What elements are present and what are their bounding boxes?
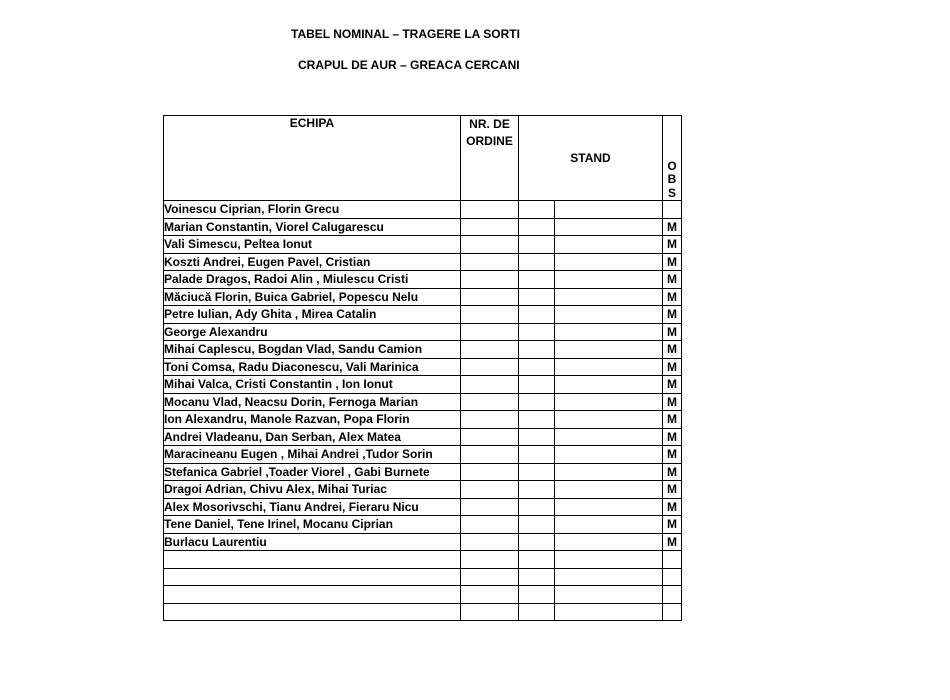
obs-cell: M xyxy=(663,306,682,324)
stand-cell-b xyxy=(555,218,663,236)
header-obs-o: O xyxy=(667,158,677,173)
team-name-cell: Stefanica Gabriel ,Toader Viorel , Gabi Burnete xyxy=(164,463,461,481)
stand-cell-b xyxy=(555,446,663,464)
stand-cell-a xyxy=(519,463,555,481)
stand-cell-b xyxy=(555,393,663,411)
obs-cell: M xyxy=(663,358,682,376)
stand-cell-a xyxy=(519,341,555,359)
obs-cell: M xyxy=(663,446,682,464)
stand-cell-a xyxy=(519,428,555,446)
stand-cell-a xyxy=(519,446,555,464)
obs-cell xyxy=(663,603,682,621)
team-name-cell: Marian Constantin, Viorel Calugarescu xyxy=(164,218,461,236)
stand-cell-b xyxy=(555,463,663,481)
stand-cell-b xyxy=(555,288,663,306)
team-name-cell: Toni Comsa, Radu Diaconescu, Vali Marinica xyxy=(164,358,461,376)
stand-cell-a xyxy=(519,323,555,341)
stand-cell-a xyxy=(519,393,555,411)
obs-cell: M xyxy=(663,288,682,306)
stand-cell-b xyxy=(555,201,663,219)
stand-cell-a xyxy=(519,218,555,236)
nr-ordine-cell xyxy=(461,446,519,464)
nr-ordine-cell xyxy=(461,376,519,394)
table-row xyxy=(164,218,682,236)
header-obs-b: B xyxy=(667,172,677,186)
nr-ordine-cell xyxy=(461,498,519,516)
table-row xyxy=(164,201,682,219)
nr-ordine-cell xyxy=(461,306,519,324)
obs-cell: M xyxy=(663,516,682,534)
stand-cell-a xyxy=(519,481,555,499)
obs-cell: M xyxy=(663,341,682,359)
team-name-cell: Mihai Valca, Cristi Constantin , Ion Ionut xyxy=(164,376,461,394)
obs-cell xyxy=(663,586,682,604)
nr-ordine-cell xyxy=(461,393,519,411)
nr-ordine-cell xyxy=(461,358,519,376)
stand-cell-a xyxy=(519,551,555,569)
nr-ordine-cell xyxy=(461,533,519,551)
stand-cell-a xyxy=(519,253,555,271)
stand-cell-b xyxy=(555,568,663,586)
table-row xyxy=(164,481,682,499)
obs-cell: M xyxy=(663,411,682,429)
table-row xyxy=(164,428,682,446)
team-name-cell: Andrei Vladeanu, Dan Serban, Alex Matea xyxy=(164,428,461,446)
table-row xyxy=(164,446,682,464)
team-name-cell: Mihai Caplescu, Bogdan Vlad, Sandu Camion xyxy=(164,341,461,359)
stand-cell-b xyxy=(555,533,663,551)
obs-cell: M xyxy=(663,218,682,236)
team-name-cell: Petre Iulian, Ady Ghita , Mirea Catalin xyxy=(164,306,461,324)
table-row xyxy=(164,393,682,411)
stand-cell-b xyxy=(555,236,663,254)
header-nr-line1: NR. DE xyxy=(469,117,510,131)
team-name-cell: Alex Mosorivschi, Tianu Andrei, Fieraru Nicu xyxy=(164,498,461,516)
table-row xyxy=(164,323,682,341)
table-row xyxy=(164,516,682,534)
stand-cell-a xyxy=(519,568,555,586)
table-row xyxy=(164,306,682,324)
team-name-cell: Voinescu Ciprian, Florin Grecu xyxy=(164,201,461,219)
nr-ordine-cell xyxy=(461,253,519,271)
stand-cell-b xyxy=(555,498,663,516)
stand-cell-a xyxy=(519,533,555,551)
nr-ordine-cell xyxy=(461,428,519,446)
team-name-cell xyxy=(164,603,461,621)
stand-cell-a xyxy=(519,306,555,324)
stand-cell-b xyxy=(555,516,663,534)
stand-cell-b xyxy=(555,551,663,569)
table-row xyxy=(164,376,682,394)
stand-cell-b xyxy=(555,253,663,271)
team-name-cell: Koszti Andrei, Eugen Pavel, Cristian xyxy=(164,253,461,271)
stand-cell-b xyxy=(555,358,663,376)
stand-cell-b xyxy=(555,341,663,359)
table-row xyxy=(164,341,682,359)
obs-cell: M xyxy=(663,253,682,271)
table-row xyxy=(164,603,682,621)
table-row xyxy=(164,271,682,289)
obs-cell: M xyxy=(663,498,682,516)
nr-ordine-cell xyxy=(461,603,519,621)
table-row xyxy=(164,551,682,569)
obs-cell: M xyxy=(663,376,682,394)
document-subtitle: CRAPUL DE AUR – GREACA CERCANI xyxy=(298,58,520,72)
draw-table xyxy=(163,115,682,621)
nr-ordine-cell xyxy=(461,586,519,604)
team-name-cell xyxy=(164,551,461,569)
nr-ordine-cell xyxy=(461,323,519,341)
table-row xyxy=(164,463,682,481)
obs-cell: M xyxy=(663,428,682,446)
stand-cell-a xyxy=(519,586,555,604)
table-row xyxy=(164,288,682,306)
obs-cell: M xyxy=(663,236,682,254)
nr-ordine-cell xyxy=(461,551,519,569)
header-nr-ordine xyxy=(461,116,519,201)
table-row xyxy=(164,253,682,271)
team-name-cell xyxy=(164,568,461,586)
nr-ordine-cell xyxy=(461,236,519,254)
stand-cell-a xyxy=(519,498,555,516)
header-obs xyxy=(663,116,682,201)
stand-cell-b xyxy=(555,428,663,446)
stand-cell-a xyxy=(519,271,555,289)
team-name-cell: Dragoi Adrian, Chivu Alex, Mihai Turiac xyxy=(164,481,461,499)
nr-ordine-cell xyxy=(461,481,519,499)
stand-cell-b xyxy=(555,603,663,621)
obs-cell: M xyxy=(663,533,682,551)
team-name-cell: Palade Dragos, Radoi Alin , Miulescu Cristi xyxy=(164,271,461,289)
stand-cell-a xyxy=(519,603,555,621)
stand-cell-a xyxy=(519,358,555,376)
nr-ordine-cell xyxy=(461,341,519,359)
stand-cell-a xyxy=(519,516,555,534)
team-name-cell: Maracineanu Eugen , Mihai Andrei ,Tudor Sorin xyxy=(164,446,461,464)
stand-cell-b xyxy=(555,411,663,429)
obs-cell: M xyxy=(663,323,682,341)
nr-ordine-cell xyxy=(461,288,519,306)
stand-cell-a xyxy=(519,288,555,306)
nr-ordine-cell xyxy=(461,218,519,236)
header-nr-line2: ORDINE xyxy=(466,134,513,148)
team-name-cell: Mocanu Vlad, Neacsu Dorin, Fernoga Marian xyxy=(164,393,461,411)
team-name-cell: Vali Simescu, Peltea Ionut xyxy=(164,236,461,254)
nr-ordine-cell xyxy=(461,201,519,219)
stand-cell-a xyxy=(519,236,555,254)
obs-cell: M xyxy=(663,481,682,499)
obs-cell: M xyxy=(663,393,682,411)
team-name-cell xyxy=(164,586,461,604)
header-stand: STAND xyxy=(519,116,663,201)
stand-cell-b xyxy=(555,323,663,341)
nr-ordine-cell xyxy=(461,271,519,289)
stand-cell-a xyxy=(519,411,555,429)
team-name-cell: Ion Alexandru, Manole Razvan, Popa Florin xyxy=(164,411,461,429)
table-body xyxy=(164,201,682,621)
obs-cell xyxy=(663,568,682,586)
team-name-cell: Burlacu Laurentiu xyxy=(164,533,461,551)
obs-cell: M xyxy=(663,271,682,289)
team-name-cell: George Alexandru xyxy=(164,323,461,341)
nr-ordine-cell xyxy=(461,568,519,586)
table-header-row xyxy=(164,116,682,201)
nr-ordine-cell xyxy=(461,516,519,534)
obs-cell xyxy=(663,201,682,219)
header-echipa: ECHIPA xyxy=(164,116,461,201)
obs-cell xyxy=(663,551,682,569)
team-name-cell: Măciucă Florin, Buica Gabriel, Popescu Nelu xyxy=(164,288,461,306)
obs-cell: M xyxy=(663,463,682,481)
nr-ordine-cell xyxy=(461,463,519,481)
document-title: TABEL NOMINAL – TRAGERE LA SORTI xyxy=(291,27,520,41)
stand-cell-b xyxy=(555,481,663,499)
table-row xyxy=(164,498,682,516)
stand-cell-b xyxy=(555,271,663,289)
stand-cell-a xyxy=(519,376,555,394)
nr-ordine-cell xyxy=(461,411,519,429)
table-row xyxy=(164,533,682,551)
table-row xyxy=(164,358,682,376)
table-row xyxy=(164,411,682,429)
stand-cell-a xyxy=(519,201,555,219)
table-row xyxy=(164,568,682,586)
stand-cell-b xyxy=(555,586,663,604)
stand-cell-b xyxy=(555,306,663,324)
header-obs-s: S xyxy=(668,185,677,200)
stand-cell-b xyxy=(555,376,663,394)
team-name-cell: Tene Daniel, Tene Irinel, Mocanu Ciprian xyxy=(164,516,461,534)
table-row xyxy=(164,236,682,254)
table-row xyxy=(164,586,682,604)
